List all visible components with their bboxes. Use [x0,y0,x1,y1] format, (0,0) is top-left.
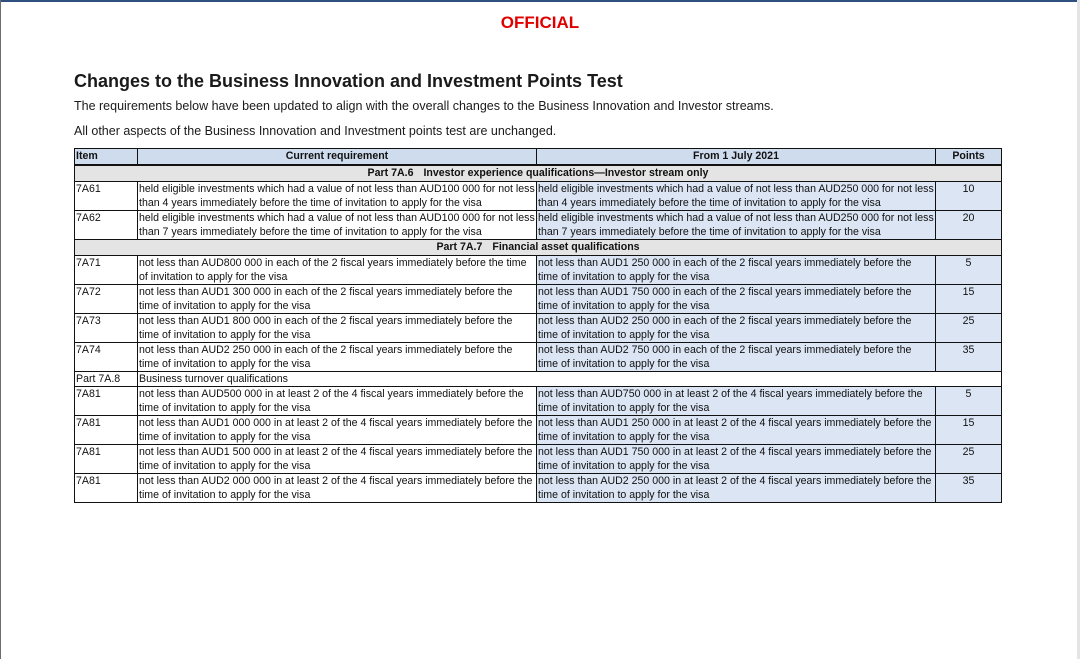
item-cell: 7A81 [75,445,138,474]
section-heading [75,165,1002,182]
intro-paragraph-1: The requirements below have been updated to align with the overall changes to the Business Innovation and Investor streams. [74,99,774,113]
current-requirement-cell: not less than AUD1 500 000 in at least 2 of the 4 fiscal years immediately before the time of invitation to apply for the visa [138,445,537,474]
table-row [75,474,1002,503]
page-title: Changes to the Business Innovation and Investment Points Test [74,71,623,91]
left-border [0,0,1,659]
item-cell: 7A81 [75,416,138,445]
header-points: Points [936,149,1002,166]
section-part: Part 7A.8 [75,372,138,387]
table-row [75,182,1002,211]
table-header-row [75,149,1002,166]
points-cell: 20 [936,211,1002,240]
new-requirement-cell: not less than AUD1 750 000 in each of the 2 fiscal years immediately before the time of invitation to apply for the visa [537,285,936,314]
section-title: Financial asset qualifications [492,241,640,253]
current-requirement-cell: not less than AUD1 800 000 in each of the 2 fiscal years immediately before the time of invitation to apply for the visa [138,314,537,343]
points-cell: 35 [936,474,1002,503]
points-cell: 15 [936,285,1002,314]
official-banner: OFFICIAL [500,13,580,32]
top-border [0,0,1080,2]
current-requirement-cell: not less than AUD800 000 in each of the 2 fiscal years immediately before the time of invitation to apply for the visa [138,256,537,285]
points-test-table [74,148,1002,503]
new-requirement-cell: not less than AUD2 250 000 in at least 2 of the 4 fiscal years immediately before the time of invitation to apply for the visa [537,474,936,503]
section-row [75,165,1002,182]
new-requirement-cell: held eligible investments which had a value of not less than AUD250 000 for not less than 7 years immediately before the time of invitation to apply for the visa [538,212,934,238]
current-requirement-cell: not less than AUD1 000 000 in at least 2 of the 4 fiscal years immediately before the time of invitation to apply for the visa [138,416,537,445]
current-requirement-cell: not less than AUD2 250 000 in each of the 2 fiscal years immediately before the time of invitation to apply for the visa [138,343,537,372]
points-cell: 10 [936,182,1002,211]
points-cell: 5 [936,256,1002,285]
header-item: Item [75,149,138,166]
section-heading [75,240,1002,256]
item-cell: 7A72 [75,285,138,314]
item-cell: 7A71 [75,256,138,285]
new-requirement-cell: not less than AUD2 250 000 in each of the 2 fiscal years immediately before the time of invitation to apply for the visa [537,314,936,343]
table-row [75,416,1002,445]
new-requirement-cell: not less than AUD1 250 000 in at least 2 of the 4 fiscal years immediately before the time of invitation to apply for the visa [537,416,936,445]
table-row [75,314,1002,343]
table-row [75,387,1002,416]
header-current: Current requirement [138,149,537,166]
item-cell: 7A74 [75,343,138,372]
points-cell: 35 [936,343,1002,372]
new-requirement-cell: not less than AUD1 250 000 in each of the 2 fiscal years immediately before the time of invitation to apply for the visa [537,256,936,285]
current-requirement-cell: not less than AUD2 000 000 in at least 2 of the 4 fiscal years immediately before the time of invitation to apply for the visa [138,474,537,503]
new-requirement-cell: not less than AUD1 750 000 in at least 2 of the 4 fiscal years immediately before the time of invitation to apply for the visa [537,445,936,474]
new-requirement-cell: not less than AUD2 750 000 in each of the 2 fiscal years immediately before the time of invitation to apply for the visa [537,343,936,372]
section-title: Investor experience qualifications—Investor stream only [423,167,709,179]
item-cell: 7A73 [75,314,138,343]
current-requirement-cell: held eligible investments which had a value of not less than AUD100 000 for not less than 7 years immediately before the time of invitation to apply for the visa [139,212,535,238]
item-cell: 7A81 [75,387,138,416]
item-cell: 7A62 [75,211,138,240]
intro-paragraph-2: All other aspects of the Business Innovation and Investment points test are unchanged. [74,124,557,138]
points-cell: 5 [936,387,1002,416]
current-requirement-cell: not less than AUD500 000 in at least 2 of the 4 fiscal years immediately before the time of invitation to apply for the visa [138,387,537,416]
current-requirement-cell: not less than AUD1 300 000 in each of the 2 fiscal years immediately before the time of invitation to apply for the visa [138,285,537,314]
table-row [75,285,1002,314]
section-title: Business turnover qualifications [138,372,1002,387]
table-row [75,343,1002,372]
item-cell: 7A61 [75,182,138,211]
table-row [75,211,1002,240]
header-new: From 1 July 2021 [537,149,936,166]
item-cell: 7A81 [75,474,138,503]
new-requirement-cell: held eligible investments which had a value of not less than AUD250 000 for not less than 4 years immediately before the time of invitation to apply for the visa [538,183,934,209]
points-cell: 15 [936,416,1002,445]
points-cell: 25 [936,445,1002,474]
new-requirement-cell: not less than AUD750 000 in at least 2 of the 4 fiscal years immediately before the time of invitation to apply for the visa [537,387,936,416]
section-part: Part 7A.6 [367,167,414,179]
section-row [75,240,1002,256]
section-row [75,372,1002,387]
points-cell: 25 [936,314,1002,343]
table-row [75,445,1002,474]
table-row [75,256,1002,285]
current-requirement-cell: held eligible investments which had a value of not less than AUD100 000 for not less than 4 years immediately before the time of invitation to apply for the visa [139,183,535,209]
section-part: Part 7A.7 [436,241,483,253]
